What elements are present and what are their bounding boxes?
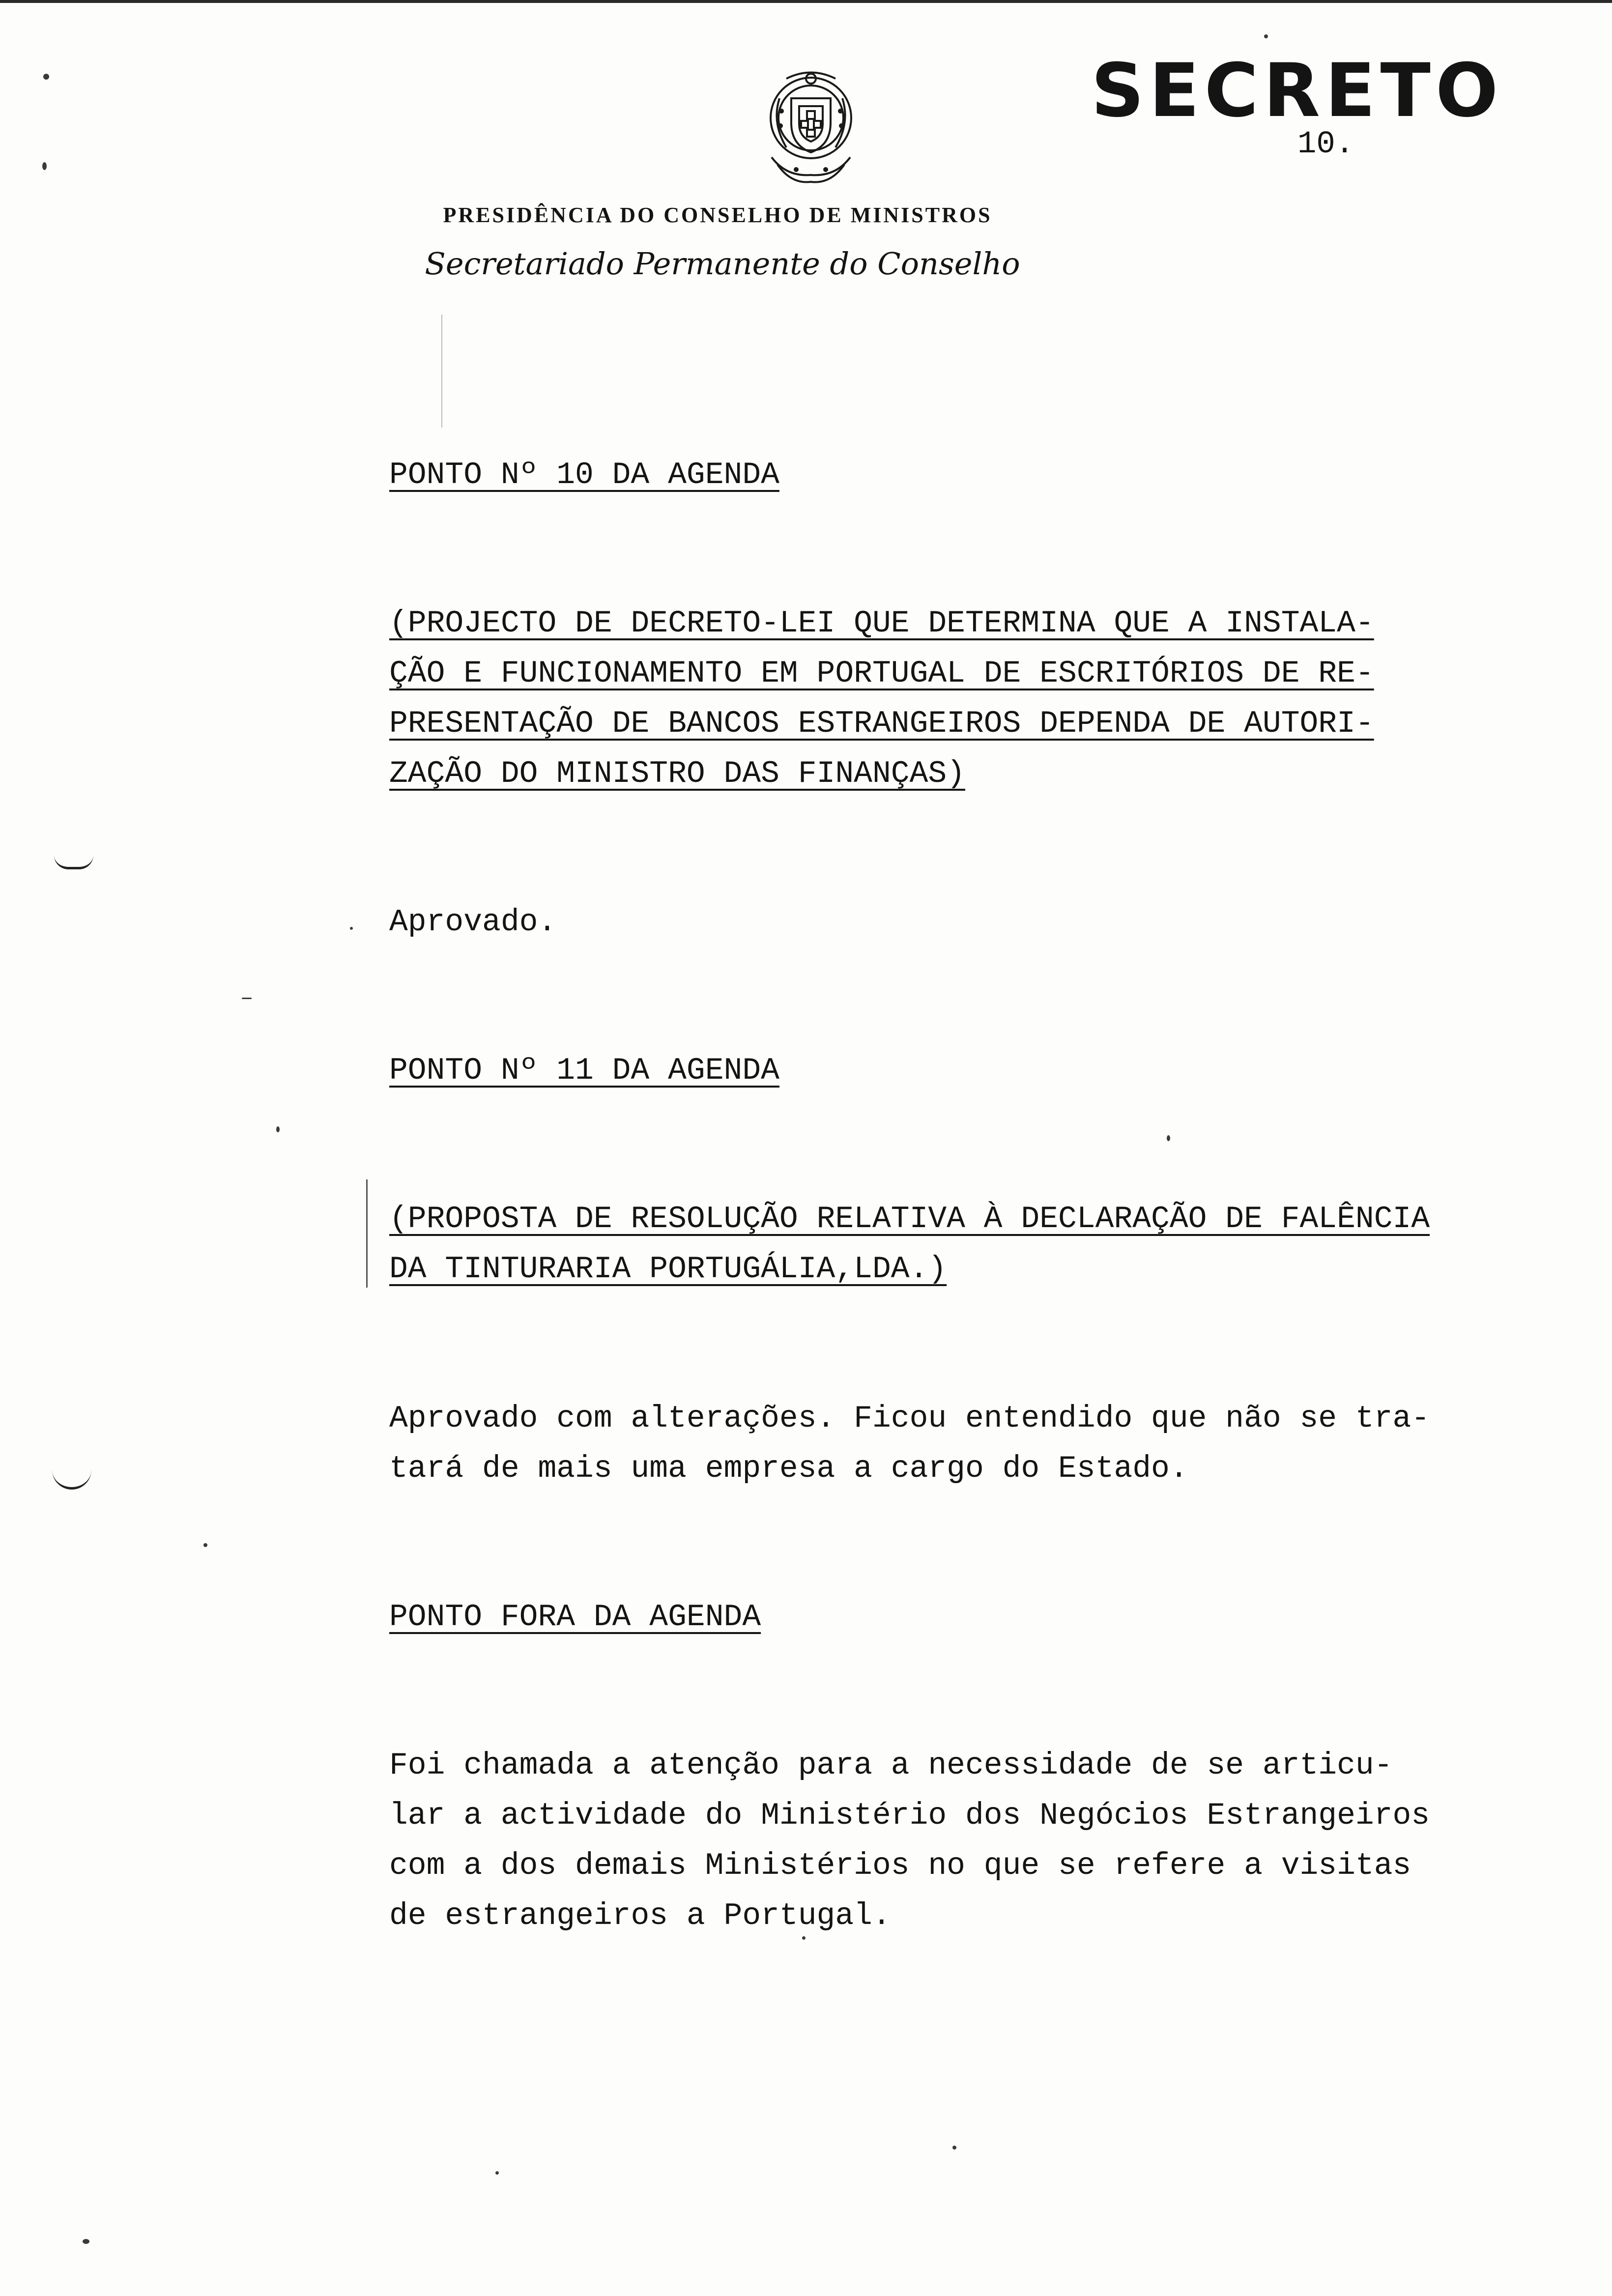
scan-speck <box>1264 34 1268 38</box>
agenda-item-decision: Foi chamada a atenção para a necessidade de se articu- lar a actividade do Ministério dos Negócios Estrangeiros com a dos demais Ministérios no que se refere a visitas de estrangeiros a Portugal. <box>389 1748 1430 1933</box>
margin-bar-mark <box>366 1179 368 1288</box>
agenda-item-decision: Aprovado com alterações. Ficou entendido que não se tra- tará de mais uma empresa a cargo do Estado. <box>389 1401 1430 1486</box>
scan-speck <box>350 927 353 930</box>
agenda-item-heading: PONTO FORA DA AGENDA <box>389 1600 761 1635</box>
scan-speck <box>952 2146 956 2150</box>
scan-speck <box>83 2239 89 2244</box>
coat-of-arms-seal-icon <box>752 64 870 192</box>
scan-speck <box>42 162 47 170</box>
agenda-item-decision: Aprovado. <box>389 905 557 940</box>
classification-stamp: SECRETO <box>1091 48 1503 134</box>
scan-mark <box>54 855 93 869</box>
faint-margin-mark <box>441 315 442 428</box>
page-number: 10. <box>1297 127 1354 162</box>
scan-speck <box>1167 1135 1170 1141</box>
scan-speck <box>802 1936 806 1940</box>
scan-speck <box>43 74 49 80</box>
agenda-item-subject: (PROJECTO DE DECRETO-LEI QUE DETERMINA QUE A INSTALA- ÇÃO E FUNCIONAMENTO EM PORTUGAL DE ESCRITÓRIOS DE RE- PRESENTAÇÃO DE BANCOS ESTRANGEIROS DEPENDA DE AUTORI- ZAÇÃO DO MINISTRO DAS FINANÇAS) <box>389 606 1374 791</box>
scan-mark <box>52 1469 91 1490</box>
scan-speck <box>242 998 252 999</box>
agenda-item-subject: (PROPOSTA DE RESOLUÇÃO RELATIVA À DECLARAÇÃO DE FALÊNCIA DA TINTURARIA PORTUGÁLIA,LDA.) <box>389 1202 1430 1287</box>
scan-speck <box>276 1126 280 1132</box>
scan-speck <box>203 1543 207 1547</box>
scan-speck <box>495 2171 499 2175</box>
institution-header: PRESIDÊNCIA DO CONSELHO DE MINISTROS <box>443 203 992 227</box>
agenda-item-heading: PONTO Nº 11 DA AGENDA <box>389 1053 779 1088</box>
secretariat-subheader: Secretariado Permanente do Conselho <box>425 246 1020 282</box>
top-edge-line <box>0 0 1612 3</box>
agenda-item-heading: PONTO Nº 10 DA AGENDA <box>389 458 779 492</box>
